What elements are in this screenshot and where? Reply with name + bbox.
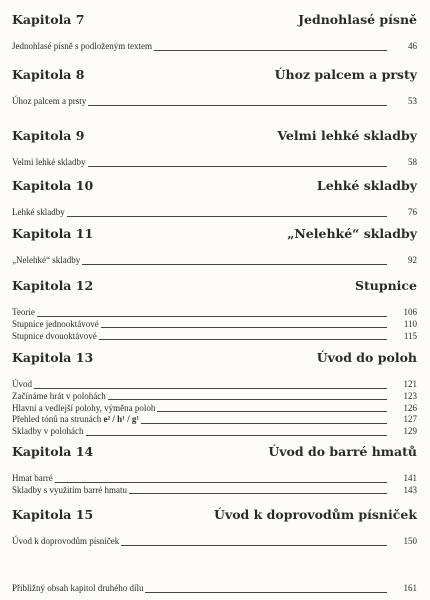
- entry-label: Velmi lehké skladby: [12, 157, 86, 167]
- heading-spacer: [12, 87, 417, 96]
- entry-text: [12, 255, 82, 265]
- page-number: 110: [403, 318, 417, 329]
- toc-entry: [12, 319, 417, 331]
- leader-line: [12, 482, 387, 483]
- entry-notes: e² / h¹ / g¹: [103, 414, 140, 425]
- toc-entry: [12, 41, 417, 53]
- toc-entry: [12, 157, 417, 169]
- page-number: 127: [403, 414, 417, 425]
- chapter-heading: [12, 444, 417, 464]
- chapter-number: Kapitola 13: [12, 350, 94, 365]
- toc-entry: [12, 307, 417, 319]
- entry-text: [12, 207, 67, 217]
- toc-entry: [12, 473, 417, 485]
- heading-spacer: [12, 32, 417, 41]
- chapter-block: [12, 444, 417, 497]
- chapter-title: Úhoz palcem a prsty: [274, 67, 417, 82]
- heading-spacer: [12, 464, 417, 473]
- page-number: 115: [403, 330, 417, 341]
- page-number: 46: [408, 41, 417, 51]
- chapter-heading: [12, 12, 417, 32]
- entry-text: [12, 391, 108, 401]
- entry-text: [12, 583, 145, 593]
- toc-entry: [12, 414, 417, 426]
- chapter-title: Úvod k doprovodům písniček: [214, 507, 417, 522]
- toc-entry: [12, 391, 417, 403]
- chapter-number: Kapitola 11: [12, 226, 94, 241]
- toc-entry: [12, 536, 417, 548]
- entry-text: [12, 307, 37, 317]
- toc-entry: [12, 331, 417, 343]
- heading-spacer: [12, 148, 417, 157]
- chapter-block: [12, 128, 417, 169]
- entry-text: [12, 426, 86, 436]
- entry-text: [12, 331, 99, 341]
- entry-text: [12, 536, 121, 546]
- page-number: 129: [403, 426, 417, 437]
- heading-spacer: [12, 298, 417, 307]
- entry-text: [12, 379, 34, 389]
- entry-label: Jednohlasé písně s podloženým textem: [12, 41, 152, 51]
- toc-entry: [12, 255, 417, 267]
- entry-label: Skladby s využitím barré hmatu: [12, 484, 127, 495]
- entry-text: [12, 157, 88, 167]
- chapter-title: Velmi lehké skladby: [277, 128, 417, 143]
- entry-text: [12, 319, 101, 329]
- page-number: 76: [408, 207, 417, 217]
- chapter-number: Kapitola 12: [12, 278, 94, 293]
- entry-label: Teorie: [12, 307, 35, 317]
- page-number: 123: [403, 390, 417, 401]
- chapter-number: Kapitola 7: [12, 12, 85, 27]
- heading-spacer: [12, 198, 417, 207]
- toc-entry: [12, 485, 417, 497]
- chapter-heading: [12, 178, 417, 198]
- toc-entry: [12, 207, 417, 219]
- toc-entry: [12, 96, 417, 108]
- entry-text: [12, 414, 141, 424]
- page-number: 92: [408, 255, 417, 265]
- page-number: 58: [408, 157, 417, 167]
- chapter-title: „Nelehké“ skladby: [287, 226, 417, 241]
- leader-line: [12, 216, 387, 217]
- heading-spacer: [12, 246, 417, 255]
- chapter-title: Lehké skladby: [316, 178, 417, 193]
- chapter-heading: [12, 350, 417, 370]
- entry-label: Úvod: [12, 379, 32, 389]
- chapter-number: Kapitola 9: [12, 128, 85, 143]
- chapter-block: [12, 226, 417, 267]
- chapter-heading: [12, 67, 417, 87]
- page-number: 143: [403, 484, 417, 495]
- chapter-heading: [12, 226, 417, 246]
- chapter-title: Jednohlasé písně: [298, 12, 417, 27]
- chapter-heading: [12, 128, 417, 148]
- entry-label: Stupnice jednooktávové: [12, 318, 99, 329]
- chapter-title: Úvod do poloh: [316, 350, 417, 365]
- page-number: 53: [408, 96, 417, 106]
- entry-label: Hmat barré: [12, 473, 53, 483]
- chapter-block: [12, 12, 417, 53]
- footer-block: [12, 583, 417, 595]
- chapter-number: Kapitola 8: [12, 67, 85, 82]
- entry-label: Začínáme hrát v polohách: [12, 390, 106, 401]
- page-number: 141: [403, 473, 417, 483]
- entry-label: Stupnice dvouoktávové: [12, 330, 97, 341]
- entry-text: [12, 403, 157, 413]
- entry-label: Úhoz palcem a prsty: [12, 96, 87, 106]
- entry-label: Přibližný obsah kapitol druhého dílu: [12, 583, 144, 593]
- chapter-block: [12, 278, 417, 342]
- chapter-block: [12, 350, 417, 438]
- chapter-number: Kapitola 10: [12, 178, 94, 193]
- entry-text: [12, 485, 129, 495]
- page-number: 150: [403, 536, 417, 546]
- heading-spacer: [12, 370, 417, 379]
- toc-entry: [12, 403, 417, 415]
- chapter-heading: [12, 278, 417, 298]
- entry-label: Hlavní a vedlejší polohy, výměna poloh: [12, 402, 156, 413]
- toc-entry: [12, 426, 417, 438]
- entry-text: [12, 96, 88, 106]
- page-number: 121: [403, 379, 417, 389]
- chapter-block: [12, 178, 417, 219]
- entry-text: [12, 41, 154, 51]
- chapter-number: Kapitola 15: [12, 507, 94, 522]
- entry-label: Přehled tónů na strunách: [12, 414, 102, 425]
- chapter-title: Stupnice: [354, 278, 417, 293]
- chapter-heading: [12, 507, 417, 527]
- page-number: 126: [403, 402, 417, 413]
- page-number: 161: [403, 583, 417, 593]
- entry-label: Skladby v polohách: [12, 426, 84, 437]
- toc-entry: [12, 379, 417, 391]
- chapter-title: Úvod do barré hmatů: [268, 444, 417, 459]
- entry-label: „Nelehké“ skladby: [12, 255, 81, 265]
- toc-entry: [12, 583, 417, 595]
- chapter-block: [12, 507, 417, 548]
- leader-line: [12, 316, 387, 317]
- chapter-number: Kapitola 14: [12, 444, 94, 459]
- chapter-block: [12, 67, 417, 108]
- entry-label: Lehké skladby: [12, 207, 65, 217]
- page-number: 106: [403, 307, 417, 317]
- leader-line: [12, 388, 387, 389]
- entry-text: [12, 473, 55, 483]
- entry-label: Úvod k doprovodům písniček: [12, 536, 120, 546]
- heading-spacer: [12, 527, 417, 536]
